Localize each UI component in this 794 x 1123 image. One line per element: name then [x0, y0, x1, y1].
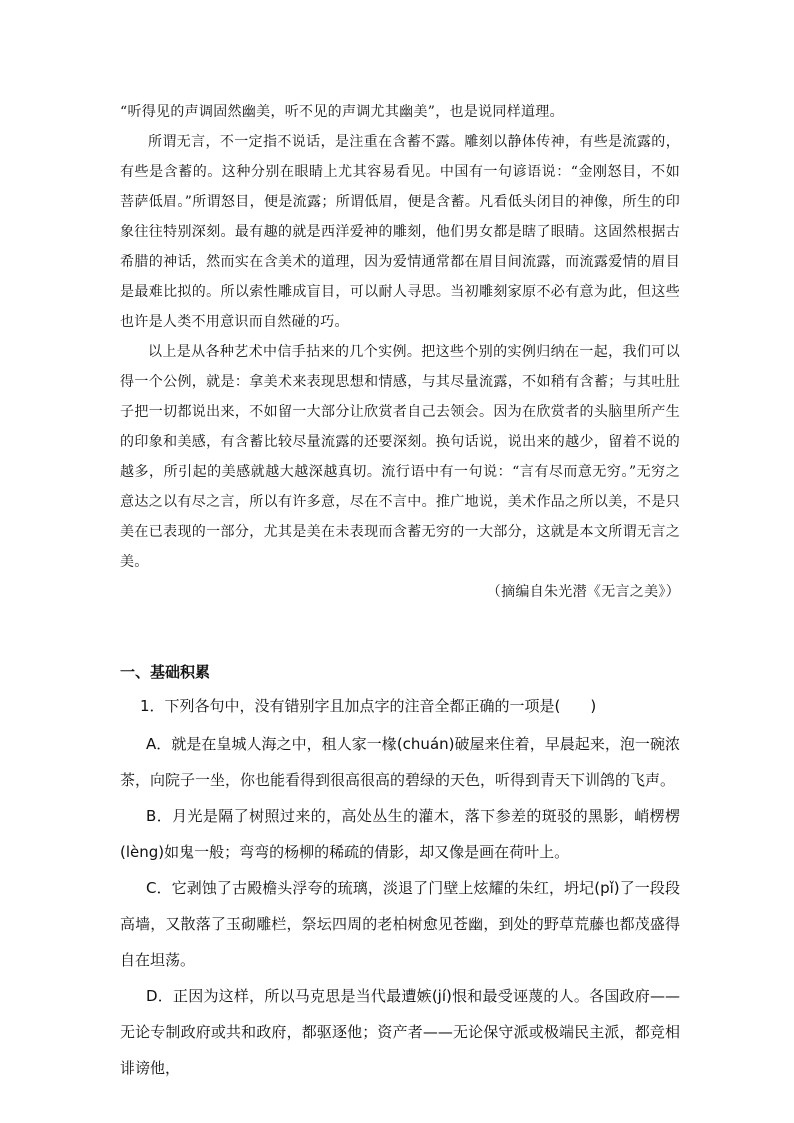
option-b: B．月光是隔了树照过来的，高处丛生的灌木，落下参差的斑驳的黑影，峭楞楞(lèng)如鬼一般；弯弯的杨柳的稀疏的倩影，却又像是画在荷叶上。: [120, 807, 680, 861]
section-heading: 一、基础积累: [120, 663, 211, 681]
article-source: （摘编自朱光潜《无言之美》）: [486, 584, 680, 600]
article-excerpt: [120, 97, 680, 607]
option-d: D．正因为这样，所以马克思是当代最遭嫉(jí)恨和最受诬蔑的人。各国政府——无论专制政府或共和政府，都驱逐他；资产者——无论保守派或极端民主派，都竞相诽谤他，: [120, 987, 680, 1077]
option-a: A．就是在皇城人海之中，租人家一椽(chuán)破屋来住着，早晨起来，泡一碗浓茶，向院子一坐，你也能看得到很高很高的碧绿的天色，听得到青天下训鸽的飞声。: [120, 735, 680, 789]
article-paragraph-2: 所谓无言，不一定指不说话，是注重在含蓄不露。雕刻以静体传神，有些是流露的，有些是含蓄的。这种分别在眼睛上尤其容易看见。中国有一句谚语说：“金刚怒目，不如菩萨低眉。”所谓怒目，便是流露；所谓低眉，便是含蓄。凡看低头闭目的神像，所生的印象往往特别深刻。最有趣的就是西洋爱神的雕刻，他们男女都是瞎了眼睛。这固然根据古希腊的神话，然而实在含美术的道理，因为爱情通常都在眉目间流露，而流露爱情的眉目是最难比拟的。所以索性雕成盲目，可以耐人寻思。当初雕刻家原不必有意为此，但这些也许是人类不用意识而自然碰的巧。: [120, 134, 680, 330]
article-paragraph-1: “听得见的声调固然幽美，听不见的声调尤其幽美”，也是说同样道理。: [120, 104, 564, 120]
option-c: C．它剥蚀了古殿檐头浮夸的琉璃，淡退了门壁上炫耀的朱红，坍圮(pǐ)了一段段高墙，又散落了玉砌雕栏，祭坛四周的老柏树愈见苍幽，到处的野草荒藤也都茂盛得自在坦荡。: [120, 879, 680, 969]
article-paragraph-3: 以上是从各种艺术中信手拈来的几个实例。把这些个别的实例归纳在一起，我们可以得一个公例，就是：拿美术来表现思想和情感，与其尽量流露，不如稍有含蓄；与其吐肚子把一切都说出来，不如留一大部分让欣赏者自己去领会。因为在欣赏者的头脑里所产生的印象和美感，有含蓄比较尽量流露的还要深刻。换句话说，说出来的越少，留着不说的越多，所引起的美感就越大越深越真切。流行语中有一句说：“言有尽而意无穷。”无穷之意达之以有尽之言，所以有许多意，尽在不言中。推广地说，美术作品之所以美，不是只美在已表现的一部分，尤其是美在未表现而含蓄无穷的一大部分，这就是本文所谓无言之美。: [120, 344, 680, 570]
question-stem: 1．下列各句中，没有错别字且加点字的注音全都正确的一项是( ): [140, 697, 597, 715]
exercise-section: [120, 658, 680, 1086]
